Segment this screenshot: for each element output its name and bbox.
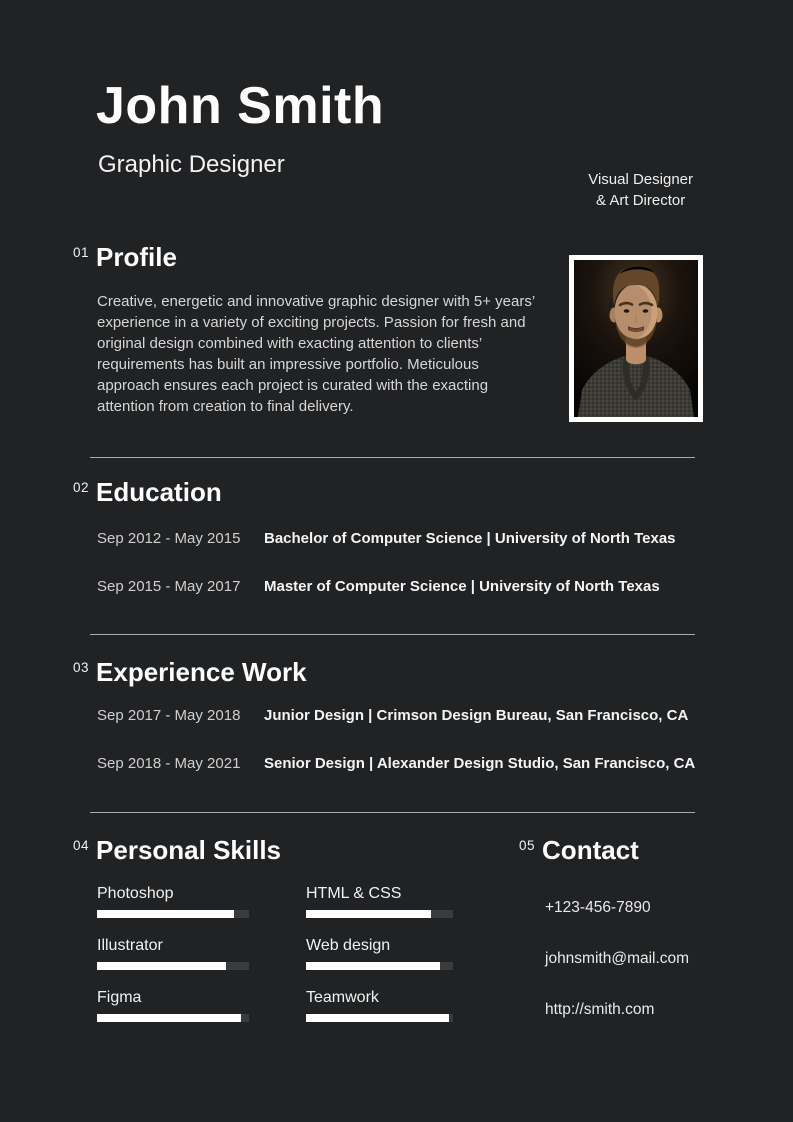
contact-website: http://smith.com	[545, 1001, 655, 1018]
section-number: 05	[519, 838, 536, 853]
experience-row	[97, 755, 697, 773]
section-header-skills	[73, 837, 281, 863]
education-detail: Master of Computer Science | University of North Texas	[264, 578, 660, 595]
skill-bar-track	[97, 962, 249, 970]
section-divider	[90, 457, 695, 458]
skill-bar-track	[97, 1014, 249, 1022]
experience-list	[97, 707, 697, 803]
section-title: Personal Skills	[96, 835, 282, 865]
section-header-contact	[519, 837, 639, 863]
skills-column-left	[97, 885, 249, 1041]
skill-item	[97, 885, 249, 918]
skill-item	[97, 989, 249, 1022]
skill-bar-fill	[97, 962, 226, 970]
education-row	[97, 530, 697, 548]
education-detail: Bachelor of Computer Science | University of North Texas	[264, 530, 676, 547]
portrait-illustration	[574, 260, 698, 417]
section-title: Contact	[542, 835, 639, 865]
profile-photo	[569, 255, 703, 422]
profile-summary-text: Creative, energetic and innovative graphic designer with 5+ years’ experience in a variety of exciting projects. Passion for fresh and original design combined with exacting attention to clients’ requirements has built an impressive portfolio. Meticulous approach ensures each project is curated with the exacting attention from creation to final delivery.	[97, 293, 535, 415]
education-period: Sep 2012 - May 2015	[97, 530, 241, 547]
skill-label: Figma	[97, 989, 142, 1006]
contact-email: johnsmith@mail.com	[545, 950, 690, 967]
education-row	[97, 578, 697, 596]
section-number: 01	[73, 245, 90, 260]
tagline-line-1: Visual Designer	[588, 171, 693, 188]
tagline-line-2: & Art Director	[596, 192, 686, 209]
education-period: Sep 2015 - May 2017	[97, 578, 241, 595]
experience-detail: Senior Design | Alexander Design Studio, San Francisco, CA	[264, 755, 696, 772]
skill-item	[306, 989, 453, 1022]
education-list	[97, 530, 697, 626]
section-header-education	[73, 479, 222, 505]
page-title: John Smith	[96, 77, 385, 135]
skill-label: Teamwork	[306, 989, 379, 1006]
skill-label: Web design	[306, 937, 391, 954]
section-header-experience	[73, 659, 307, 685]
section-number: 04	[73, 838, 90, 853]
tagline	[588, 169, 693, 211]
skill-bar-fill	[97, 1014, 241, 1022]
section-title: Education	[96, 477, 222, 507]
skill-item	[97, 937, 249, 970]
experience-period: Sep 2018 - May 2021	[97, 755, 241, 772]
skill-bar-fill	[97, 910, 234, 918]
contact-list	[545, 899, 689, 1052]
skill-bar-fill	[306, 1014, 449, 1022]
section-divider	[90, 812, 695, 813]
skill-bar-track	[306, 962, 453, 970]
skill-label: Photoshop	[97, 885, 174, 902]
skill-label: HTML & CSS	[306, 885, 402, 902]
section-number: 03	[73, 660, 90, 675]
skill-bar-track	[97, 910, 249, 918]
section-divider	[90, 634, 695, 635]
skill-bar-track	[306, 910, 453, 918]
experience-detail: Junior Design | Crimson Design Bureau, San Francisco, CA	[264, 707, 689, 724]
skill-label: Illustrator	[97, 937, 163, 954]
section-header-profile	[73, 244, 177, 270]
job-role-subtitle: Graphic Designer	[98, 151, 285, 178]
experience-period: Sep 2017 - May 2018	[97, 707, 241, 724]
experience-row	[97, 707, 697, 725]
skill-bar-fill	[306, 910, 431, 918]
section-title: Experience Work	[96, 657, 307, 687]
skill-bar-fill	[306, 962, 440, 970]
skills-column-right	[306, 885, 453, 1041]
section-title: Profile	[96, 242, 177, 272]
skill-bar-track	[306, 1014, 453, 1022]
section-number: 02	[73, 480, 90, 495]
contact-phone: +123-456-7890	[545, 899, 651, 916]
skill-item	[306, 885, 453, 918]
skill-item	[306, 937, 453, 970]
